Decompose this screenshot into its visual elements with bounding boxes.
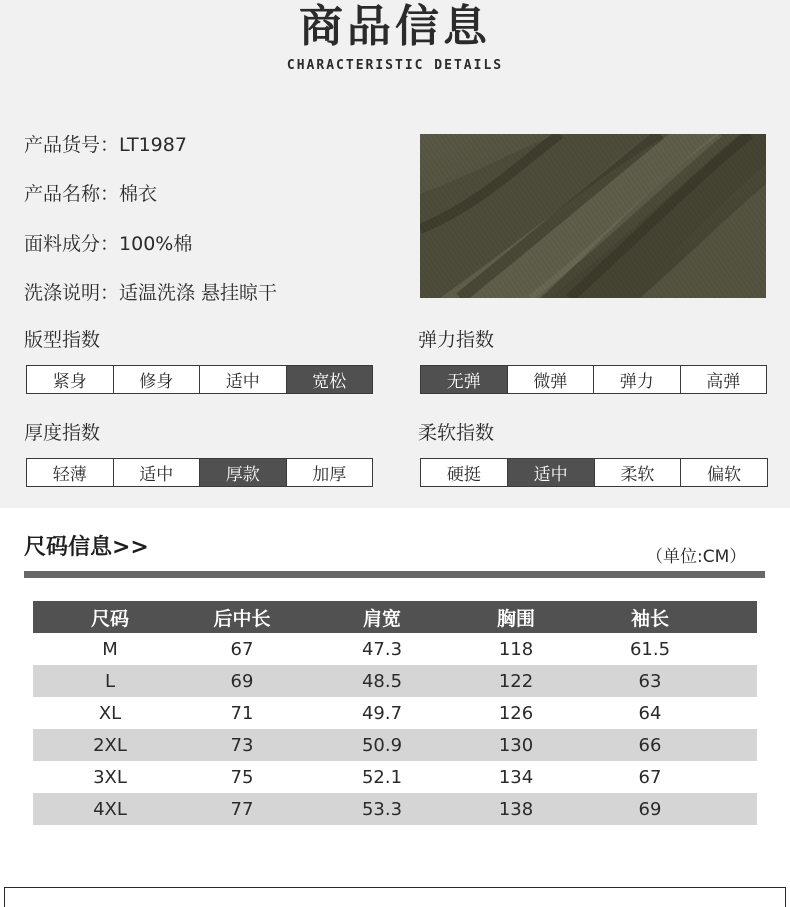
table-row xyxy=(33,761,757,793)
page-title: 商品信息 xyxy=(299,1,491,52)
table-header-cell: 胸围 xyxy=(496,607,535,630)
next-section-frame xyxy=(4,887,786,907)
fabric-swatch-image xyxy=(420,134,766,298)
table-row xyxy=(33,793,757,825)
info-label: 产品名称： xyxy=(24,183,120,205)
scale-option-selected: 适中 xyxy=(508,459,595,486)
table-cell: 2XL xyxy=(93,734,127,756)
info-value: LT1987 xyxy=(119,134,187,156)
table-cell: 126 xyxy=(498,702,534,724)
table-cell: 138 xyxy=(498,798,534,820)
table-cell: 64 xyxy=(638,702,662,724)
info-label: 洗涤说明： xyxy=(24,282,120,304)
scale-option: 加厚 xyxy=(312,465,347,485)
scale-option-selected: 宽松 xyxy=(287,366,373,393)
info-row-care xyxy=(24,281,277,305)
table-cell: 69 xyxy=(230,670,254,692)
table-cell: 63 xyxy=(638,670,662,692)
scale-option: 适中 xyxy=(200,366,287,393)
info-value: 棉衣 xyxy=(119,183,158,205)
fit-index-scale xyxy=(26,365,373,394)
table-cell: 130 xyxy=(498,734,534,756)
scale-option-selected: 无弹 xyxy=(421,366,508,393)
table-cell: 61.5 xyxy=(629,638,671,660)
elasticity-index-scale xyxy=(420,365,767,394)
section-divider xyxy=(24,571,765,578)
table-body xyxy=(33,633,757,825)
scale-option: 微弹 xyxy=(508,366,595,393)
page-subtitle: CHARACTERISTIC DETAILS xyxy=(286,58,504,73)
table-cell: 3XL xyxy=(93,766,127,788)
info-label: 产品货号： xyxy=(24,134,120,156)
fit-index-title: 版型指数 xyxy=(24,329,101,351)
info-value: 适温洗涤 悬挂晾干 xyxy=(119,282,278,304)
size-table xyxy=(33,601,757,825)
table-header-cell: 肩宽 xyxy=(362,607,401,630)
table-cell: 122 xyxy=(498,670,534,692)
scale-option: 适中 xyxy=(114,459,201,486)
table-cell: 49.7 xyxy=(361,702,403,724)
softness-index-scale xyxy=(420,458,768,487)
scale-option: 偏软 xyxy=(707,465,742,485)
table-cell: 50.9 xyxy=(361,734,403,756)
table-row xyxy=(33,633,757,665)
size-unit-label: （单位:CM） xyxy=(646,547,747,567)
scale-option: 硬挺 xyxy=(421,459,508,486)
scale-option: 柔软 xyxy=(595,459,682,486)
size-section-title: 尺码信息>> xyxy=(24,535,149,560)
table-cell: 69 xyxy=(638,798,662,820)
table-cell: L xyxy=(104,670,116,692)
table-cell: 77 xyxy=(230,798,254,820)
elasticity-index-title: 弹力指数 xyxy=(418,329,495,351)
table-cell: 73 xyxy=(230,734,254,756)
table-cell: 66 xyxy=(638,734,662,756)
table-cell: 53.3 xyxy=(361,798,403,820)
table-row xyxy=(33,697,757,729)
table-header-cell: 袖长 xyxy=(630,607,669,630)
thickness-index-scale xyxy=(26,458,373,487)
table-row xyxy=(33,729,757,761)
table-cell: 71 xyxy=(230,702,254,724)
table-header-cell: 后中长 xyxy=(213,607,271,630)
table-cell: 75 xyxy=(230,766,254,788)
info-row-sku xyxy=(24,133,187,157)
table-cell: XL xyxy=(98,702,122,724)
info-label: 面料成分： xyxy=(24,233,120,255)
table-header-row xyxy=(33,601,757,633)
info-value: 100%棉 xyxy=(119,233,193,255)
scale-option: 高弹 xyxy=(706,372,741,392)
scale-option-selected: 厚款 xyxy=(200,459,287,486)
scale-option: 修身 xyxy=(114,366,201,393)
table-row xyxy=(33,665,757,697)
table-cell: M xyxy=(102,638,118,660)
softness-index-title: 柔软指数 xyxy=(418,422,495,444)
table-cell: 134 xyxy=(498,766,534,788)
table-cell: 67 xyxy=(638,766,662,788)
table-cell: 118 xyxy=(498,638,534,660)
info-row-name xyxy=(24,182,157,206)
thickness-index-title: 厚度指数 xyxy=(24,422,101,444)
scale-option: 弹力 xyxy=(594,366,681,393)
table-cell: 48.5 xyxy=(361,670,403,692)
table-header-cell: 尺码 xyxy=(90,607,129,630)
info-row-material xyxy=(24,232,192,256)
scale-option: 轻薄 xyxy=(27,459,114,486)
table-cell: 47.3 xyxy=(361,638,403,660)
table-cell: 52.1 xyxy=(361,766,403,788)
scale-option: 紧身 xyxy=(27,366,114,393)
table-cell: 4XL xyxy=(93,798,127,820)
table-cell: 67 xyxy=(230,638,254,660)
